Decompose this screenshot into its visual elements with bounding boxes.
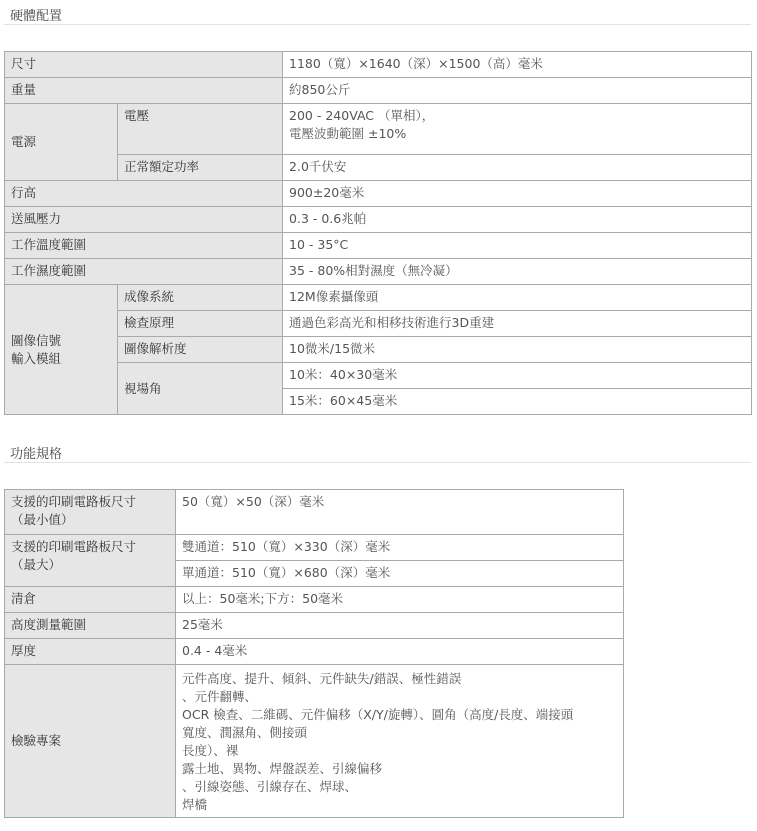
spec-group-label: 電源 [5,104,118,181]
spec-label: 正常額定功率 [118,155,283,181]
spec-value: 10 - 35°C [283,233,752,259]
spec-label [5,535,176,587]
spec-label: 尺寸 [5,52,283,78]
inspection-line: 、引線姿態、引線存在、焊球、 [182,779,358,794]
spec-label: 圖像解析度 [118,337,283,363]
spec-value: 以上：50毫米;下方：50毫米 [176,587,624,613]
spec-group-label-line: 圖像信號 [11,332,62,348]
inspection-line: 露土地、異物、焊盤誤差、引線偏移 [182,761,383,776]
spec-label: 電壓 [118,104,283,155]
spec-value: 35 - 80%相對濕度（無冷凝） [283,259,752,285]
spec-label-line: （最大） [11,557,62,572]
spec-value: 2.0千伏安 [283,155,752,181]
hardware-spec-table [4,51,752,415]
spec-value: 15米：60×45毫米 [283,389,752,415]
table-row [5,181,752,207]
spec-value: 雙通道：510（寬）×330（深）毫米 [176,535,624,561]
spec-value: 0.3 - 0.6兆帕 [283,207,752,233]
spec-label-line: （最小值） [11,512,74,527]
spec-group-label [5,285,118,415]
spec-value: 約850公斤 [283,78,752,104]
spec-label: 檢驗專案 [5,665,176,818]
spec-label [5,490,176,535]
table-row [5,665,624,818]
table-row [5,104,752,155]
functions-title-divider [4,462,751,463]
spec-group-label-line: 輸入模組 [11,350,62,366]
spec-value: 通過色彩高光和相移技術進行3D重建 [283,311,752,337]
table-row [5,52,752,78]
table-row [5,259,752,285]
inspection-line: 元件高度、提升、傾斜、元件缺失/錯誤、極性錯誤 [182,671,462,686]
function-spec-table [4,489,624,818]
spec-label: 重量 [5,78,283,104]
inspection-line: 焊橋 [182,797,208,812]
spec-value-line: 電壓波動範圍 ±10% [289,126,407,141]
inspection-line: 寬度、潤濕角、側接頭 [182,725,308,740]
hardware-section-title: 硬體配置 [10,9,63,24]
functions-section-title: 功能規格 [10,447,63,462]
table-row [5,233,752,259]
table-row [5,285,752,311]
inspection-line: 、元件翻轉、 [182,689,258,704]
spec-value: 10米：40×30毫米 [283,363,752,389]
spec-value: 10微米/15微米 [283,337,752,363]
spec-label: 工作溫度範圍 [5,233,283,259]
spec-label: 行高 [5,181,283,207]
table-row [5,363,752,389]
spec-label: 工作濕度範圍 [5,259,283,285]
spec-value: 1180（寬）×1640（深）×1500（高）毫米 [283,52,752,78]
spec-value: 25毫米 [176,613,624,639]
spec-label: 高度測量範圍 [5,613,176,639]
inspection-line: OCR 檢查、二維碼、元件偏移（X/Y/旋轉）、圓角（高度/長度、端接頭 [182,707,574,722]
spec-label: 視場角 [118,363,283,415]
spec-value [283,104,752,155]
table-row [5,490,624,535]
table-row [5,337,752,363]
spec-label: 送風壓力 [5,207,283,233]
spec-value: 900±20毫米 [283,181,752,207]
spec-value-line: 200 - 240VAC （單相）， [289,108,435,123]
spec-value: 50（寬）×50（深）毫米 [176,490,624,535]
spec-value: 12M像素攝像頭 [283,285,752,311]
spec-label-line: 支援的印刷電路板尺寸 [11,494,137,509]
inspection-line: 長度）、裸 [182,743,239,758]
table-row [5,587,624,613]
table-row [5,78,752,104]
table-row [5,639,624,665]
spec-label: 成像系統 [118,285,283,311]
spec-value [176,665,624,818]
spec-label: 清倉 [5,587,176,613]
table-row [5,155,752,181]
hardware-title-divider [4,24,751,25]
spec-value: 單通道：510（寬）×680（深）毫米 [176,561,624,587]
spec-label-line: 支援的印刷電路板尺寸 [11,539,137,554]
spec-label: 厚度 [5,639,176,665]
table-row [5,207,752,233]
table-row [5,311,752,337]
table-row [5,535,624,561]
spec-label: 檢查原理 [118,311,283,337]
spec-value: 0.4 - 4毫米 [176,639,624,665]
table-row [5,613,624,639]
